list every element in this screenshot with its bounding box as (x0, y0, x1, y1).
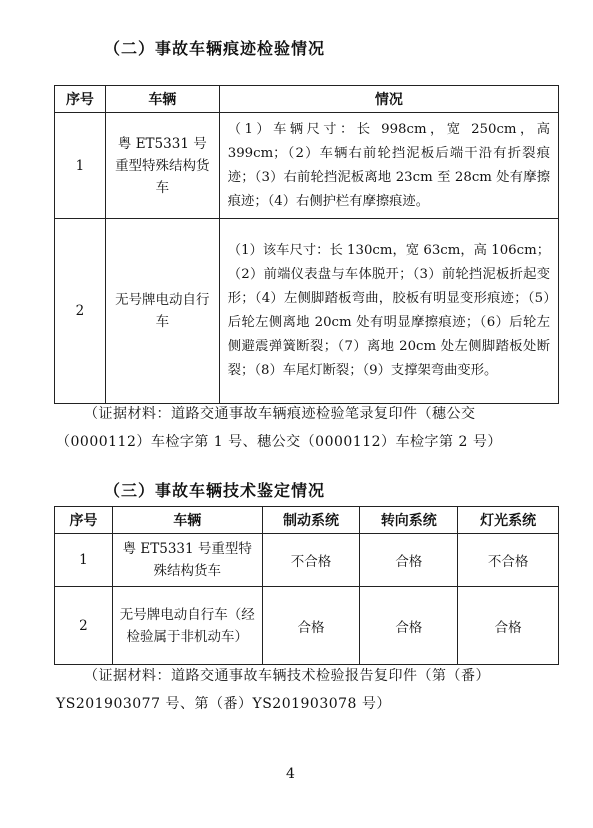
section3-heading: （三）事故车辆技术鉴定情况 (104, 481, 326, 500)
col-header-number: 序号 (55, 507, 113, 534)
section3-evidence: （证据材料：道路交通事故车辆技术检验报告复印件（第（番）YS201903077 号、第（番）YS201903078 号） (56, 668, 490, 712)
technical-appraisal-table (54, 506, 559, 665)
table-row (55, 534, 559, 587)
col-header-steering: 转向系统 (360, 507, 458, 534)
row-lights-result: 合格 (458, 587, 559, 665)
row-vehicle: 无号牌电动自行车（经检验属于非机动车） (112, 587, 262, 665)
section2-heading: （二）事故车辆痕迹检验情况 (104, 39, 326, 58)
table-header-row (55, 86, 559, 113)
col-header-vehicle: 车辆 (112, 507, 262, 534)
row-details: （1）该车尺寸：长 130cm，宽 63cm，高 106cm；（2）前端仪表盘与车体脱开；（3）前轮挡泥板折起变形；（4）左侧脚踏板弯曲，胶板有明显变形痕迹；（5）后轮左侧离地 20cm 处有明显摩擦痕迹；（6）后轮左侧避震弹簧断裂；（7）离地 20cm 处左侧脚踏板处断裂；（8）车尾灯断裂；（9）支撑架弯曲变形。 (219, 219, 558, 404)
table-row (55, 113, 559, 219)
trace-inspection-table (54, 85, 559, 404)
col-header-vehicle: 车辆 (105, 86, 219, 113)
row-vehicle: 粤 ET5331 号重型特殊结构货车 (112, 534, 262, 587)
row-steering-result: 合格 (360, 534, 458, 587)
row-steering-result: 合格 (360, 587, 458, 665)
col-header-brake: 制动系统 (262, 507, 360, 534)
row-number: 2 (55, 587, 113, 665)
col-header-number: 序号 (55, 86, 106, 113)
row-number: 1 (55, 113, 106, 219)
row-number: 1 (55, 534, 113, 587)
col-header-details: 情况 (219, 86, 558, 113)
table-header-row (55, 507, 559, 534)
section2-evidence: （证据材料：道路交通事故车辆痕迹检验笔录复印件（穗公交（0000112）车检字第 1 号、穗公交（0000112）车检字第 2 号） (56, 406, 502, 450)
table-row (55, 219, 559, 404)
row-lights-result: 不合格 (458, 534, 559, 587)
row-brake-result: 合格 (262, 587, 360, 665)
row-brake-result: 不合格 (262, 534, 360, 587)
row-vehicle: 粤 ET5331 号重型特殊结构货车 (105, 113, 219, 219)
row-vehicle: 无号牌电动自行车 (105, 219, 219, 404)
page-number: 4 (286, 766, 295, 782)
col-header-lights: 灯光系统 (458, 507, 559, 534)
row-number: 2 (55, 219, 106, 404)
table-row (55, 587, 559, 665)
row-details: （1）车辆尺寸：长 998cm，宽 250cm，高 399cm；（2）车辆右前轮挡泥板后端干沿有折裂痕迹；（3）右前轮挡泥板离地 23cm 至 28cm 处有摩擦痕迹；（4）右侧护栏有摩擦痕迹。 (219, 113, 558, 219)
